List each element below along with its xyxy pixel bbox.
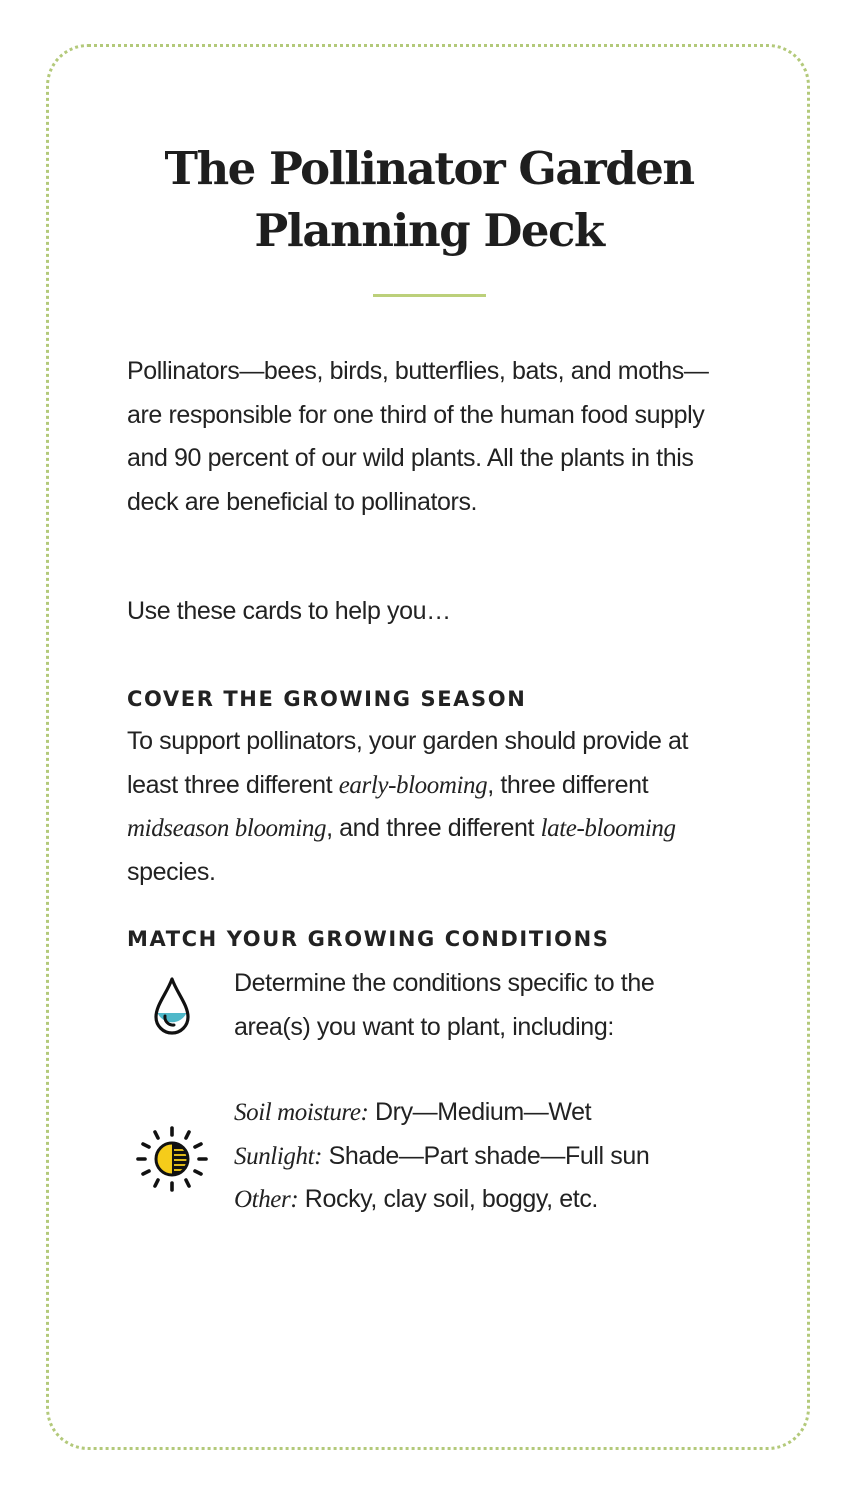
title-line-1: The Pollinator Garden [164,142,694,195]
condition-label: Sunlight: [234,1142,323,1170]
conditions-list [234,1091,754,1222]
growing-season-text [127,720,717,894]
text-segment: species. [127,857,216,886]
condition-value: Shade—Part shade—Full sun [322,1141,650,1170]
early-blooming-emphasis: early-blooming [338,771,488,799]
condition-label: Other: [234,1186,299,1213]
page-title [0,138,858,262]
use-cards-line: Use these cards to help you… [127,597,451,625]
condition-value: Dry—Medium—Wet [368,1098,592,1126]
condition-value: Rocky, clay soil, boggy, etc. [298,1185,598,1213]
section-heading-growing-conditions: MATCH YOUR GROWING CONDITIONS [127,927,610,951]
text-segment: To support pollinators, your garden should provide at least three different [127,727,689,799]
title-line-2: Planning Deck [254,204,604,257]
condition-sunlight [234,1135,754,1179]
section-heading-growing-season: COVER THE GROWING SEASON [127,687,527,711]
text-segment: , three different [487,770,649,799]
condition-label: Soil moisture: [234,1099,369,1126]
midseason-blooming-emphasis: midseason blooming [127,815,327,842]
sun-shade-icon [135,1125,209,1193]
conditions-intro-text: Determine the conditions specific to the area(s) you want to plant, including: [234,969,655,1041]
condition-soil-moisture [234,1091,754,1135]
intro-paragraph: Pollinators—bees, birds, butterflies, bats, and moths—are responsible for one third of the human food supply and 90 percent of our wild plants. All the plants in this deck are beneficial to pollinators. [127,357,709,516]
title-divider [373,294,486,297]
condition-other [234,1178,754,1222]
water-drop-icon [150,975,194,1037]
text-segment: , and three different [326,814,541,842]
late-blooming-emphasis: late-blooming [540,815,676,842]
